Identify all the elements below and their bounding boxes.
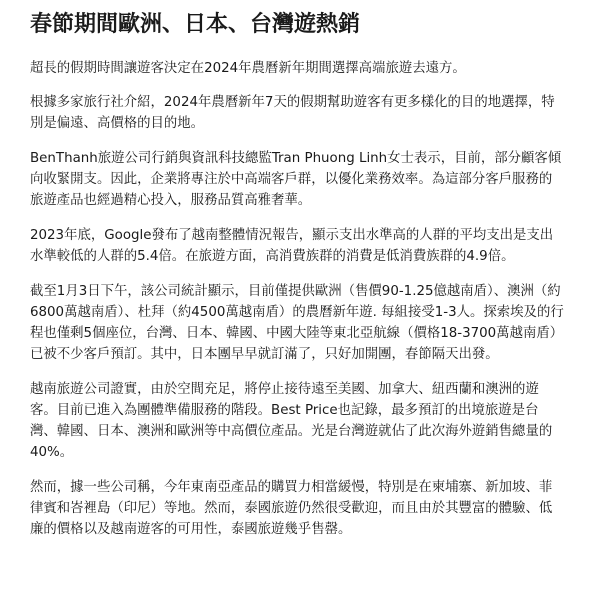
article-paragraph-5: 截至1月3日下午，該公司統計顯示，目前僅提供歐洲（售價90-1.25億越南盾）、澳洲（約6800萬越南盾）、杜拜（約4500萬越南盾）的農曆新年遊. 每組接受1-3人。探索埃及的行程也僅剩5個座位，台灣、日本、韓國、中國大陸等東北亞航線（價格18-3700萬越南盾）已被不少客戶預訂。其中，日本團早早就訂滿了，只好加開團，春節隔天出發。 [30,284,564,362]
article-paragraph-4: 2023年底，Google發布了越南整體情況報告，顯示支出水準高的人群的平均支出是支出水準較低的人群的5.4倍。在旅遊方面，高消費族群的消費是低消費族群的4.9倍。 [30,228,554,264]
article-paragraph-3: BenThanh旅遊公司行銷與資訊科技總監Tran Phuong Linh女士表示，目前，部分顧客傾向收緊開支。因此，企業將專注於中高端客戶群，以優化業務效率。為這部分客戶服務的旅遊產品也經過精心投入，服務品質高雅奢華。 [30,151,562,208]
article-paragraph-2: 根據多家旅行社介紹，2024年農曆新年7天的假期幫助遊客有更多樣化的目的地選擇，特別是偏遠、高價格的目的地。 [30,95,555,131]
article-paragraph-1: 超長的假期時間讓遊客決定在2024年農曆新年期間選擇高端旅遊去遠方。 [30,61,466,76]
article-title: 春節期間歐洲、日本、台灣遊熱銷 [30,11,361,37]
article-paragraph-6: 越南旅遊公司證實，由於空間充足，將停止接待遠至美國、加拿大、紐西蘭和澳洲的遊客。目前已進入為團體準備服務的階段。Best Price也記錄，最多預訂的出境旅遊是台灣、韓國、日本、澳洲和歐洲等中高價位產品。光是台灣遊就佔了此次海外遊銷售總量的40%。 [30,382,553,460]
article-paragraph-7: 然而，據一些公司稱，今年東南亞產品的購買力相當緩慢，特別是在柬埔寨、新加坡、菲律賓和峇裡島（印尼）等地。然而，泰國旅遊仍然很受歡迎，而且由於其豐富的體驗、低廉的價格以及越南遊客的可用性，泰國旅遊幾乎售罄。 [30,480,553,537]
